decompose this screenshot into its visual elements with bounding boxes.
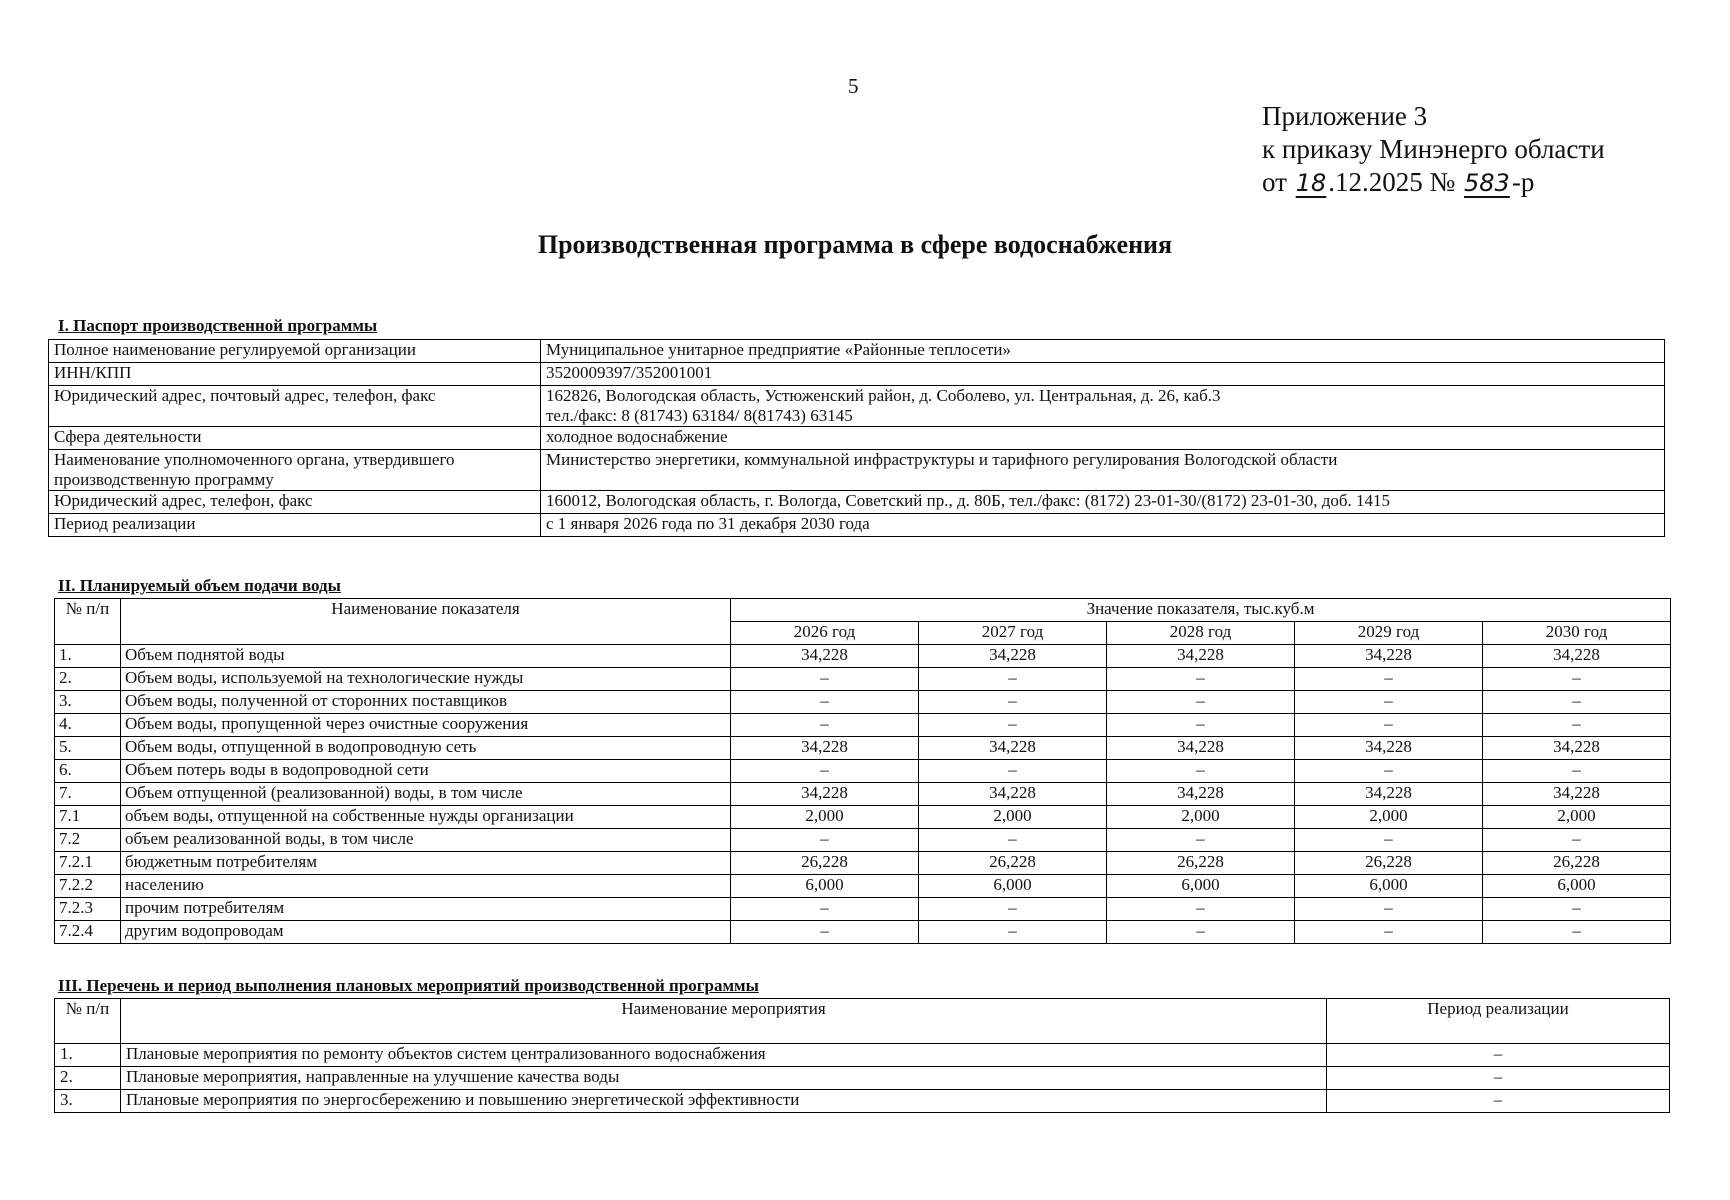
table-row — [55, 737, 1671, 760]
indicator-value: – — [919, 691, 1107, 714]
indicator-value: – — [1483, 829, 1671, 852]
passport-table — [48, 339, 1665, 537]
passport-value-line: 160012, Вологодская область, г. Вологда, Советский пр., д. 80Б, тел./факс: (8172) 23-01-30/(8172) 23-01-30, доб. 1415 — [546, 491, 1391, 510]
indicator-value: – — [919, 714, 1107, 737]
indicator-value: 34,228 — [1483, 737, 1671, 760]
row-number: 7.2.3 — [55, 898, 121, 921]
indicator-value: 26,228 — [919, 852, 1107, 875]
indicator-value: 34,228 — [1107, 783, 1295, 806]
indicator-value: – — [1483, 691, 1671, 714]
passport-value-line: Министерство энергетики, коммунальной инфраструктуры и тарифного регулирования Вологодской области — [546, 450, 1338, 469]
indicator-value: – — [1107, 691, 1295, 714]
indicator-value: – — [1107, 668, 1295, 691]
indicator-name: бюджетным потребителям — [121, 852, 731, 875]
indicator-value: 2,000 — [1483, 806, 1671, 829]
appendix-from-label: от — [1262, 167, 1287, 197]
indicator-name: Объем воды, пропущенной через очистные сооружения — [121, 714, 731, 737]
indicator-value: – — [1107, 714, 1295, 737]
table-row — [55, 645, 1671, 668]
indicator-value: 34,228 — [1295, 737, 1483, 760]
indicator-value: 34,228 — [731, 645, 919, 668]
table-row — [55, 806, 1671, 829]
indicator-name: объем воды, отпущенной на собственные нужды организации — [121, 806, 731, 829]
indicator-name: Объем воды, отпущенной в водопроводную сеть — [121, 737, 731, 760]
indicator-value: 6,000 — [1483, 875, 1671, 898]
indicator-value: – — [1107, 829, 1295, 852]
row-number: 1. — [55, 645, 121, 668]
row-number: 7.1 — [55, 806, 121, 829]
row-number: 7.2 — [55, 829, 121, 852]
row-number: 7. — [55, 783, 121, 806]
indicator-value: 6,000 — [919, 875, 1107, 898]
indicator-value: 6,000 — [1107, 875, 1295, 898]
passport-value-line: с 1 января 2026 года по 31 декабря 2030 года — [546, 514, 870, 533]
header-year: 2028 год — [1107, 622, 1295, 645]
indicator-value: 2,000 — [731, 806, 919, 829]
indicator-value: – — [919, 921, 1107, 944]
table-row — [55, 783, 1671, 806]
passport-row — [49, 427, 1665, 450]
passport-value — [541, 450, 1665, 491]
indicator-value: – — [1295, 760, 1483, 783]
passport-row — [49, 363, 1665, 386]
passport-label: Юридический адрес, почтовый адрес, телефон, факс — [49, 386, 541, 427]
header-year: 2029 год — [1295, 622, 1483, 645]
appendix-date-text: .12.2025 № — [1328, 167, 1456, 197]
indicator-value: – — [1483, 921, 1671, 944]
indicator-value: – — [1295, 898, 1483, 921]
header-year: 2030 год — [1483, 622, 1671, 645]
passport-value — [541, 340, 1665, 363]
passport-label: Наименование уполномоченного органа, утвердившего производственную программу — [49, 450, 541, 491]
indicator-value: – — [1483, 898, 1671, 921]
header-period: Период реализации — [1327, 999, 1670, 1044]
page-number: 5 — [848, 74, 859, 98]
header-indicator-name: Наименование показателя — [121, 599, 731, 645]
measure-period: – — [1327, 1067, 1670, 1090]
indicator-value: – — [1295, 921, 1483, 944]
indicator-value: – — [1295, 691, 1483, 714]
table-row — [55, 714, 1671, 737]
table-row — [55, 898, 1671, 921]
indicator-value: 2,000 — [1107, 806, 1295, 829]
passport-label: Полное наименование регулируемой организации — [49, 340, 541, 363]
indicator-value: 34,228 — [919, 737, 1107, 760]
indicator-value: 34,228 — [1295, 645, 1483, 668]
row-number: 5. — [55, 737, 121, 760]
indicator-name: населению — [121, 875, 731, 898]
passport-row — [49, 491, 1665, 514]
indicator-value: 34,228 — [1295, 783, 1483, 806]
indicator-value: – — [1295, 668, 1483, 691]
passport-label: Юридический адрес, телефон, факс — [49, 491, 541, 514]
indicator-value: – — [1483, 668, 1671, 691]
appendix-block — [1262, 100, 1605, 200]
table-row — [55, 1044, 1670, 1067]
measure-name: Плановые мероприятия по энергосбережению и повышению энергетической эффективности — [121, 1090, 1327, 1113]
passport-row — [49, 386, 1665, 427]
appendix-line-1: Приложение 3 — [1262, 101, 1428, 131]
appendix-line-2: к приказу Минэнерго области — [1262, 134, 1605, 164]
indicator-value: – — [1107, 760, 1295, 783]
document-title: Производственная программа в сфере водоснабжения — [537, 230, 1173, 259]
indicator-value: 34,228 — [1107, 645, 1295, 668]
row-number: 4. — [55, 714, 121, 737]
indicator-value: 34,228 — [1483, 783, 1671, 806]
indicator-value: – — [731, 921, 919, 944]
appendix-suffix: -р — [1511, 167, 1535, 197]
indicator-value: – — [731, 760, 919, 783]
passport-value — [541, 427, 1665, 450]
passport-label: Период реализации — [49, 514, 541, 537]
row-number: 2. — [55, 1067, 121, 1090]
indicator-value: 2,000 — [1295, 806, 1483, 829]
passport-value-line: тел./факс: 8 (81743) 63184/ 8(81743) 63145 — [546, 406, 853, 425]
indicator-name: Объем поднятой воды — [121, 645, 731, 668]
passport-value-line: 162826, Вологодская область, Устюженский район, д. Соболево, ул. Центральная, д. 26, каб.3 — [546, 386, 1221, 405]
indicator-value: – — [731, 668, 919, 691]
row-number: 3. — [55, 691, 121, 714]
row-number: 3. — [55, 1090, 121, 1113]
section-2-title: II. Планируемый объем подачи воды — [58, 576, 341, 595]
passport-label: Сфера деятельности — [49, 427, 541, 450]
indicator-value: 26,228 — [1295, 852, 1483, 875]
indicator-value: 26,228 — [1483, 852, 1671, 875]
section-3-title: III. Перечень и период выполнения плановых мероприятий производственной программы — [58, 976, 759, 995]
table-row — [55, 1067, 1670, 1090]
table-row — [55, 760, 1671, 783]
indicator-name: Объем потерь воды в водопроводной сети — [121, 760, 731, 783]
table-row — [55, 668, 1671, 691]
indicator-value: 6,000 — [731, 875, 919, 898]
indicator-value: – — [731, 898, 919, 921]
measures-table — [54, 998, 1670, 1113]
row-number: 7.2.1 — [55, 852, 121, 875]
passport-row — [49, 514, 1665, 537]
order-day: 18 — [1295, 169, 1327, 197]
indicator-value: – — [919, 668, 1107, 691]
indicator-value: – — [731, 829, 919, 852]
passport-value-line: Муниципальное унитарное предприятие «Районные теплосети» — [546, 340, 1011, 359]
passport-row — [49, 340, 1665, 363]
indicator-name: объем реализованной воды, в том числе — [121, 829, 731, 852]
measure-name: Плановые мероприятия по ремонту объектов систем централизованного водоснабжения — [121, 1044, 1327, 1067]
measure-period: – — [1327, 1090, 1670, 1113]
indicator-value: 2,000 — [919, 806, 1107, 829]
indicator-value: – — [1107, 921, 1295, 944]
indicator-value: 34,228 — [919, 645, 1107, 668]
indicator-value: 26,228 — [731, 852, 919, 875]
row-number: 7.2.2 — [55, 875, 121, 898]
table-row — [55, 875, 1671, 898]
header-year: 2027 год — [919, 622, 1107, 645]
indicator-name: прочим потребителям — [121, 898, 731, 921]
indicator-value: 34,228 — [1483, 645, 1671, 668]
indicator-value: 34,228 — [731, 783, 919, 806]
order-number: 583 — [1464, 169, 1510, 197]
indicator-value: – — [919, 898, 1107, 921]
row-number: 7.2.4 — [55, 921, 121, 944]
passport-value — [541, 514, 1665, 537]
indicator-name: Объем воды, используемой на технологические нужды — [121, 668, 731, 691]
passport-row — [49, 450, 1665, 491]
indicator-name: Объем отпущенной (реализованной) воды, в том числе — [121, 783, 731, 806]
indicator-name: другим водопроводам — [121, 921, 731, 944]
passport-value — [541, 386, 1665, 427]
measure-period: – — [1327, 1044, 1670, 1067]
passport-value-line: 3520009397/352001001 — [546, 363, 713, 382]
passport-value — [541, 491, 1665, 514]
indicator-value: – — [919, 829, 1107, 852]
indicator-value: 6,000 — [1295, 875, 1483, 898]
table-row — [55, 829, 1671, 852]
indicator-value: 26,228 — [1107, 852, 1295, 875]
indicator-value: – — [1295, 714, 1483, 737]
indicator-value: – — [1483, 760, 1671, 783]
passport-label: ИНН/КПП — [49, 363, 541, 386]
indicator-value: 34,228 — [919, 783, 1107, 806]
indicator-value: 34,228 — [731, 737, 919, 760]
indicator-value: – — [919, 760, 1107, 783]
appendix-line-3 — [1262, 166, 1605, 200]
row-number: 1. — [55, 1044, 121, 1067]
row-number: 6. — [55, 760, 121, 783]
water-volume-table — [54, 598, 1671, 944]
table-row — [55, 1090, 1670, 1113]
indicator-value: 34,228 — [1107, 737, 1295, 760]
header-measure-name: Наименование мероприятия — [121, 999, 1327, 1044]
passport-value — [541, 363, 1665, 386]
section-1-title: I. Паспорт производственной программы — [58, 316, 378, 335]
header-num: № п/п — [55, 999, 121, 1044]
table-row — [55, 852, 1671, 875]
table-row — [55, 691, 1671, 714]
table-row — [55, 921, 1671, 944]
header-year: 2026 год — [731, 622, 919, 645]
row-number: 2. — [55, 668, 121, 691]
header-num: № п/п — [55, 599, 121, 645]
measure-name: Плановые мероприятия, направленные на улучшение качества воды — [121, 1067, 1327, 1090]
indicator-value: – — [731, 691, 919, 714]
header-value-group: Значение показателя, тыс.куб.м — [731, 599, 1671, 622]
indicator-name: Объем воды, полученной от сторонних поставщиков — [121, 691, 731, 714]
indicator-value: – — [1483, 714, 1671, 737]
indicator-value: – — [731, 714, 919, 737]
indicator-value: – — [1107, 898, 1295, 921]
indicator-value: – — [1295, 829, 1483, 852]
passport-value-line: холодное водоснабжение — [546, 427, 728, 446]
